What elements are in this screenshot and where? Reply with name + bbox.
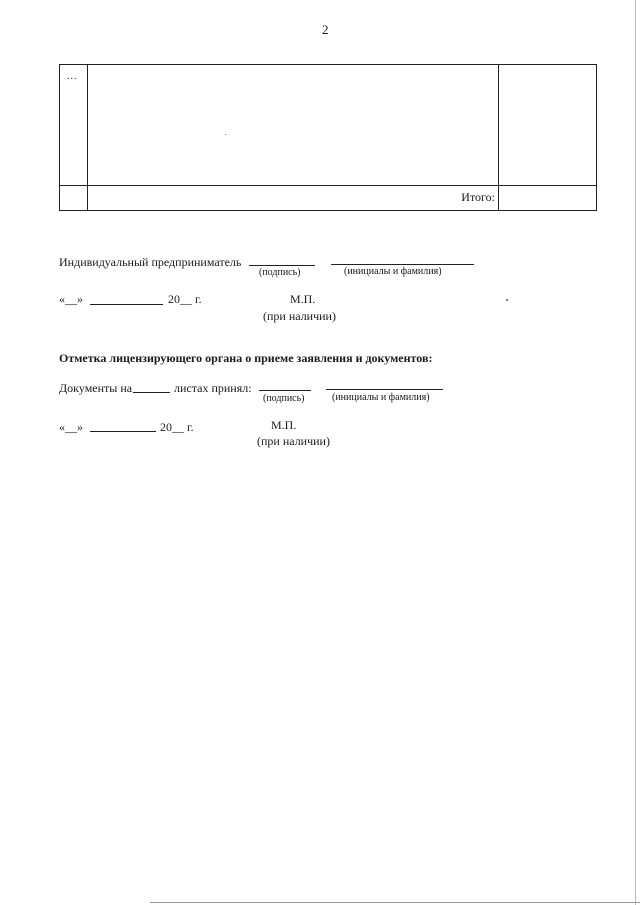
page-number: 2 <box>322 22 329 37</box>
table-total-label: Итого: <box>461 190 495 204</box>
entrepreneur-stamp: М.П. <box>290 292 316 306</box>
licensing-heading: Отметка лицензирующего органа о приеме заявления и документов: <box>59 351 433 365</box>
licensing-stamp-note: (при наличии) <box>257 434 330 448</box>
licensing-date-year: 20__ г. <box>160 420 194 434</box>
entrepreneur-signature-caption: (подпись) <box>259 267 301 278</box>
licensing-date-day: «__» <box>59 420 83 434</box>
entrepreneur-label: Индивидуальный предприниматель <box>59 255 242 269</box>
table-column-divider <box>87 65 88 210</box>
continuation-table <box>59 64 597 211</box>
licensing-sheets-line <box>133 392 170 393</box>
licensing-date-month-line <box>90 431 156 432</box>
entrepreneur-name-caption: (инициалы и фамилия) <box>344 266 442 277</box>
licensing-signature-caption: (подпись) <box>263 393 305 404</box>
scan-speck <box>506 299 508 301</box>
licensing-docs-prefix: Документы на <box>59 381 133 395</box>
scan-edge-right <box>635 0 636 905</box>
entrepreneur-name-line <box>331 264 474 265</box>
licensing-signature-line <box>259 390 311 391</box>
licensing-stamp: М.П. <box>271 418 297 432</box>
entrepreneur-date-year: 20__ г. <box>168 292 202 306</box>
entrepreneur-stamp-note: (при наличии) <box>263 309 336 323</box>
scan-edge-bottom <box>150 902 640 903</box>
entrepreneur-signature-line <box>249 265 315 266</box>
licensing-name-line <box>326 389 443 390</box>
entrepreneur-date-month-line <box>90 304 163 305</box>
table-ellipsis: ... <box>67 71 78 82</box>
licensing-name-caption: (инициалы и фамилия) <box>332 392 430 403</box>
table-column-divider <box>498 65 499 210</box>
licensing-docs-suffix: листах принял: <box>174 381 252 395</box>
table-row-divider <box>60 185 596 186</box>
entrepreneur-date-day: «__» <box>59 292 83 306</box>
scan-speck <box>225 134 226 135</box>
